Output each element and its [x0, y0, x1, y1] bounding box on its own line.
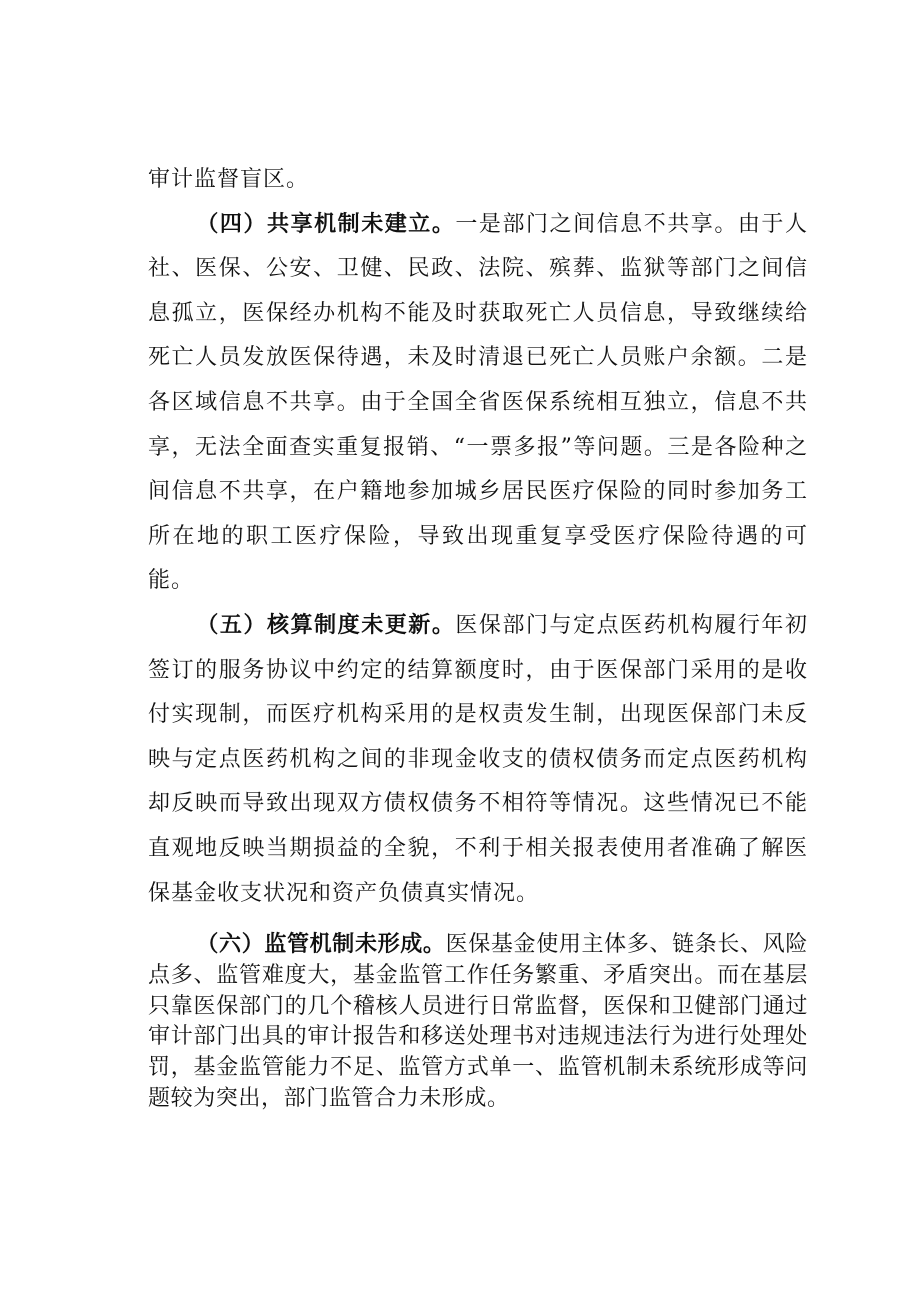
paragraph-text: 审计监督盲区。	[148, 167, 310, 192]
paragraph-sharing-mechanism	[148, 203, 808, 604]
paragraph-text: 一是部门之间信息不共享。由于人社、医保、公安、卫健、民政、法院、殡葬、监狱等部门之间信息孤立，医保经办机构不能及时获取死亡人员信息，导致继续给死亡人员发放医保待遇，未及时清退已死亡人员账户余额。二是各区域信息不共享。由于全国全省医保系统相互独立，信息不共享，无法全面查实重复报销、“一票多报”等问题。三是各险种之间信息不共享，在户籍地参加城乡居民医疗保险的同时参加务工所在地的职工医疗保险，导致出现重复享受医疗保险待遇的可能。	[148, 211, 808, 594]
section-heading-6: （六）监管机制未形成。	[196, 932, 446, 958]
paragraph-text: 医保基金使用主体多、链条长、风险点多、监管难度大，基金监管工作任务繁重、矛盾突出。而在基层只靠医保部门的几个稽核人员进行日常监督，医保和卫健部门通过审计部门出具的审计报告和移送处理书对违规违法行为进行处理处罚，基金监管能力不足、监管方式单一、监管机制未系统形成等问题较为突出，部门监管合力未形成。	[148, 932, 808, 1112]
paragraph-text: 医保部门与定点医药机构履行年初签订的服务协议中约定的结算额度时，由于医保部门采用的是收付实现制，而医疗机构采用的是权责发生制，出现医保部门未反映与定点医药机构之间的非现金收支的债权债务而定点医药机构却反映而导致出现双方债权债务不相符等情况。这些情况已不能直观地反映当期损益的全貌，不利于相关报表使用者准确了解医保基金收支状况和资产负债真实情况。	[148, 612, 808, 906]
paragraph-continuation	[148, 158, 808, 203]
paragraph-supervision-mechanism	[148, 930, 808, 1115]
document-page	[148, 158, 808, 1115]
section-heading-5: （五）核算制度未更新。	[196, 612, 456, 638]
section-heading-4: （四）共享机制未建立。	[196, 211, 456, 237]
paragraph-accounting-system	[148, 604, 808, 916]
